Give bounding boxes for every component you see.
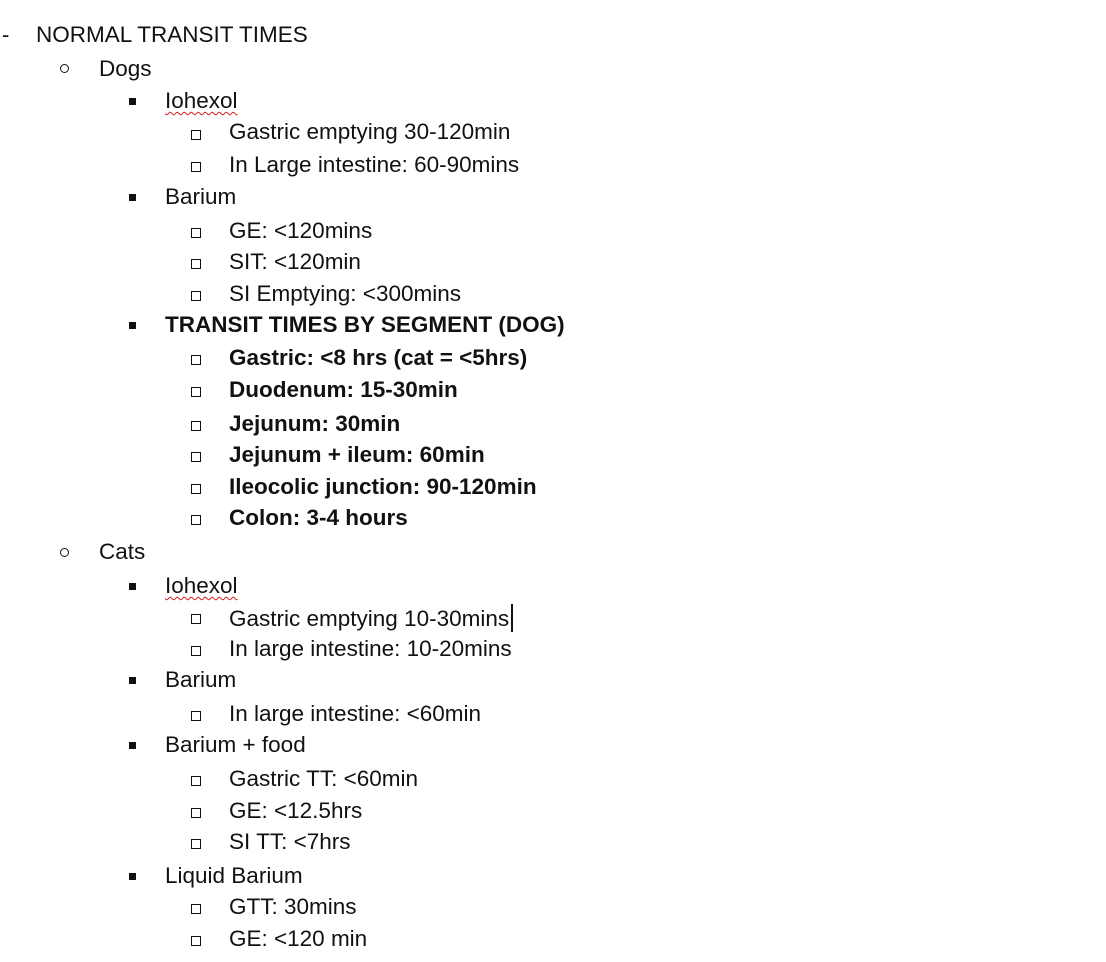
dogs-segment-label[interactable]: TRANSIT TIMES BY SEGMENT (DOG): [165, 312, 565, 337]
dogs-iohexol-label[interactable]: Iohexol: [165, 88, 238, 113]
cats-liquid-barium-label[interactable]: Liquid Barium: [165, 863, 303, 888]
list-item[interactable]: GE: <120mins: [229, 218, 373, 243]
checkbox-bullet: [191, 355, 201, 365]
checkbox-bullet: [191, 387, 201, 397]
checkbox-bullet: [191, 936, 201, 946]
checkbox-bullet: [191, 162, 201, 172]
cats-iohexol-label[interactable]: Iohexol: [165, 573, 238, 598]
checkbox-bullet: [191, 228, 201, 238]
checkbox-bullet: [191, 839, 201, 849]
list-item-with-caret[interactable]: [229, 604, 513, 632]
list-item[interactable]: Ileocolic junction: 90-120min: [229, 474, 537, 499]
dogs-barium-label[interactable]: Barium: [165, 184, 237, 209]
square-bullet: [129, 742, 136, 749]
heading-normal-transit-times[interactable]: NORMAL TRANSIT TIMES: [36, 22, 308, 47]
checkbox-bullet: [191, 130, 201, 140]
checkbox-bullet: [191, 515, 201, 525]
checkbox-bullet: [191, 711, 201, 721]
cats-barium-label[interactable]: Barium: [165, 667, 237, 692]
list-item[interactable]: SIT: <120min: [229, 249, 361, 274]
list-item[interactable]: Colon: 3-4 hours: [229, 505, 408, 530]
list-item-text: Gastric emptying 10-30mins: [229, 606, 510, 631]
list-item[interactable]: Gastric: <8 hrs (cat = <5hrs): [229, 345, 528, 370]
list-item[interactable]: Duodenum: 15-30min: [229, 377, 458, 402]
list-item[interactable]: SI TT: <7hrs: [229, 829, 351, 854]
checkbox-bullet: [191, 291, 201, 301]
checkbox-bullet: [191, 776, 201, 786]
checkbox-bullet: [191, 614, 201, 624]
list-item[interactable]: Gastric emptying 30-120min: [229, 119, 511, 144]
section-cats[interactable]: Cats: [99, 539, 146, 564]
list-item[interactable]: GE: <120 min: [229, 926, 368, 951]
square-bullet: [129, 873, 136, 880]
cats-barium-food-label[interactable]: Barium + food: [165, 732, 306, 757]
dash-bullet: -: [2, 22, 10, 47]
text-caret: [511, 604, 513, 632]
checkbox-bullet: [191, 808, 201, 818]
section-dogs[interactable]: Dogs: [99, 56, 152, 81]
circle-bullet: [60, 548, 69, 557]
list-item[interactable]: Jejunum + ileum: 60min: [229, 442, 485, 467]
square-bullet: [129, 98, 136, 105]
list-item[interactable]: GE: <12.5hrs: [229, 798, 363, 823]
list-item[interactable]: In large intestine: <60min: [229, 701, 482, 726]
circle-bullet: [60, 64, 69, 73]
square-bullet: [129, 322, 136, 329]
square-bullet: [129, 194, 136, 201]
list-item[interactable]: SI Emptying: <300mins: [229, 281, 461, 306]
checkbox-bullet: [191, 484, 201, 494]
checkbox-bullet: [191, 421, 201, 431]
square-bullet: [129, 583, 136, 590]
list-item[interactable]: Jejunum: 30min: [229, 411, 401, 436]
list-item[interactable]: Gastric TT: <60min: [229, 766, 419, 791]
checkbox-bullet: [191, 904, 201, 914]
checkbox-bullet: [191, 259, 201, 269]
list-item[interactable]: GTT: 30mins: [229, 894, 357, 919]
square-bullet: [129, 677, 136, 684]
checkbox-bullet: [191, 452, 201, 462]
list-item[interactable]: In Large intestine: 60-90mins: [229, 152, 520, 177]
list-item[interactable]: In large intestine: 10-20mins: [229, 636, 512, 661]
checkbox-bullet: [191, 646, 201, 656]
